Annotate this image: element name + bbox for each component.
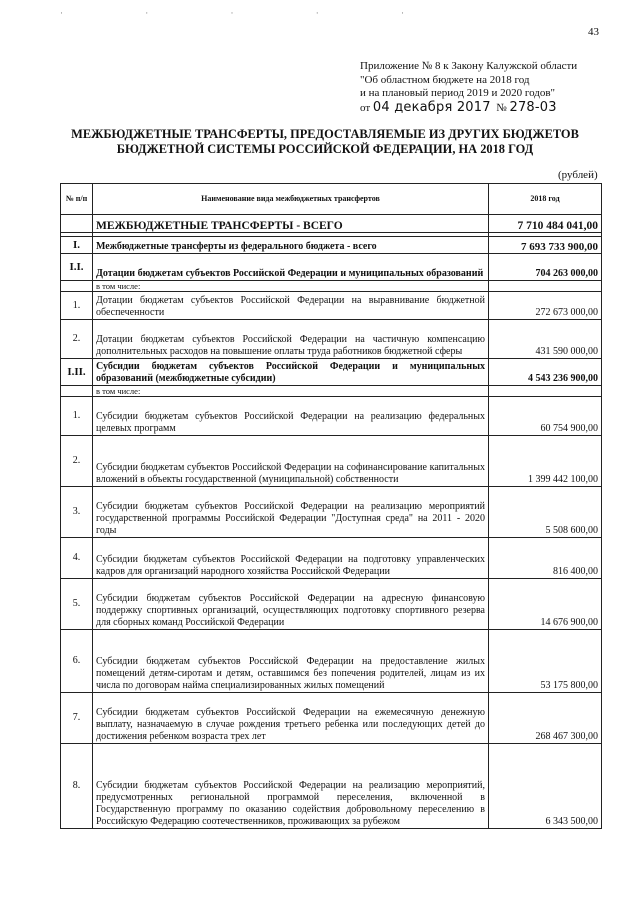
row-amount: 5 508 600,00 <box>489 487 602 538</box>
row-num <box>61 215 93 233</box>
row-amount: 431 590 000,00 <box>489 320 602 359</box>
table-row <box>61 292 602 320</box>
units-label: (рублей) <box>558 169 598 181</box>
transfers-table <box>60 183 602 829</box>
row-amount: 704 263 000,00 <box>489 254 602 281</box>
page-number: 43 <box>588 26 599 38</box>
row-name: Субсидии бюджетам субъектов Российской Федерации на ежемесячную денежную выплату, назначаемую в случае рождения третьего ребенка или последующих детей до достижения ребенком возраста трех лет <box>93 693 489 744</box>
row-amount: 816 400,00 <box>489 538 602 579</box>
row-name: МЕЖБЮДЖЕТНЫЕ ТРАНСФЕРТЫ - ВСЕГО <box>93 215 489 233</box>
row-amount: 1 399 442 100,00 <box>489 436 602 487</box>
row-name: Субсидии бюджетам субъектов Российской Федерации на софинансирование капитальных вложений в объекты государственной (муниципальной) собственности <box>93 436 489 487</box>
row-name: Субсидии бюджетам субъектов Российской Федерации и муниципальных образований (межбюджетные субсидии) <box>93 359 489 386</box>
row-name: Субсидии бюджетам субъектов Российской Федерации на реализацию федеральных целевых программ <box>93 397 489 436</box>
row-name: Дотации бюджетам субъектов Российской Федерации на выравнивание бюджетной обеспеченности <box>93 292 489 320</box>
row-name: Субсидии бюджетам субъектов Российской Федерации на предоставление жилых помещений детям-сиротам и детям, оставшимся без попечения родителей, лицам из их числа по договорам найма специализированных жилых помещений <box>93 630 489 693</box>
table-row <box>61 320 602 359</box>
table-row <box>61 487 602 538</box>
appendix-line-1: Приложение № 8 к Закону Калужской области <box>360 60 578 72</box>
table-row <box>61 538 602 579</box>
row-num: 6. <box>61 630 93 693</box>
title-line-2: БЮДЖЕТНОЙ СИСТЕМЫ РОССИЙСКОЙ ФЕДЕРАЦИИ, НА 2018 ГОД <box>116 142 534 156</box>
appendix-line-3: и на плановый период 2019 и 2020 годов" <box>360 87 556 99</box>
row-num: 7. <box>61 693 93 744</box>
row-amount: 60 754 900,00 <box>489 397 602 436</box>
section-2-sub-label-row <box>61 386 602 397</box>
row-amount: 268 467 300,00 <box>489 693 602 744</box>
row-num: 2. <box>61 436 93 487</box>
title-line-1: МЕЖБЮДЖЕТНЫЕ ТРАНСФЕРТЫ, ПРЕДОСТАВЛЯЕМЫЕ ИЗ ДРУГИХ БЮДЖЕТОВ <box>71 127 579 141</box>
row-name: Дотации бюджетам субъектов Российской Федерации на частичную компенсацию дополнительных расходов на повышение оплаты труда работников бюджетной сферы <box>93 320 489 359</box>
page-title <box>60 127 590 157</box>
federal-row <box>61 237 602 254</box>
table-row <box>61 630 602 693</box>
row-amount: 7 693 733 900,00 <box>489 237 602 254</box>
row-name: Дотации бюджетам субъектов Российской Федерации и муниципальных образований <box>93 254 489 281</box>
row-num: 2. <box>61 320 93 359</box>
section-1-row <box>61 254 602 281</box>
row-name: Субсидии бюджетам субъектов Российской Федерации на реализацию мероприятий, предусмотренных региональной программой переселения, включенной в Государственную программу по оказанию содействия добровольному переселению в Российскую Федерацию соотечественников, проживающих за рубежом <box>93 744 489 829</box>
table-row <box>61 744 602 829</box>
number-sign: № <box>496 101 507 114</box>
table-row <box>61 579 602 630</box>
date-value: 04 декабря 2017 <box>372 99 491 115</box>
row-num: 8. <box>61 744 93 829</box>
row-amount: 53 175 800,00 <box>489 630 602 693</box>
row-num: 1. <box>61 397 93 436</box>
row-amount: 4 543 236 900,00 <box>489 359 602 386</box>
table-row <box>61 436 602 487</box>
appendix-date-line <box>360 101 600 116</box>
row-amount: 7 710 484 041,00 <box>489 215 602 233</box>
header-year: 2018 год <box>489 184 602 215</box>
row-amount: 6 343 500,00 <box>489 744 602 829</box>
row-num: 4. <box>61 538 93 579</box>
row-amount: 14 676 900,00 <box>489 579 602 630</box>
row-name: Субсидии бюджетам субъектов Российской Федерации на реализацию мероприятий государственной программы Российской Федерации "Доступная среда" на 2011 - 2020 годы <box>93 487 489 538</box>
number-value: 278-03 <box>509 99 557 115</box>
row-num: 1. <box>61 292 93 320</box>
row-amount: 272 673 000,00 <box>489 292 602 320</box>
table-row <box>61 397 602 436</box>
header-name: Наименование вида межбюджетных трансфертов <box>93 184 489 215</box>
table-row <box>61 693 602 744</box>
sub-label: в том числе: <box>93 281 489 292</box>
appendix-line-2: "Об областном бюджете на 2018 год <box>360 73 530 86</box>
total-row <box>61 215 602 233</box>
header-num: № п/п <box>61 184 93 215</box>
row-name: Субсидии бюджетам субъектов Российской Федерации на подготовку управленческих кадров для организаций народного хозяйства Российской Федерации <box>93 538 489 579</box>
section-1-sub-label-row <box>61 281 602 292</box>
row-num: 5. <box>61 579 93 630</box>
sub-label: в том числе: <box>93 386 489 397</box>
row-name: Субсидии бюджетам субъектов Российской Федерации на адресную финансовую поддержку спортивных организаций, осуществляющих подготовку спортивного резерва для сборных команд Российской Федерации <box>93 579 489 630</box>
table-header-row <box>61 184 602 215</box>
date-prefix: от <box>360 101 371 114</box>
row-num: I.II. <box>61 359 93 386</box>
row-num: I.I. <box>61 254 93 281</box>
appendix-block <box>360 60 600 115</box>
section-2-row <box>61 359 602 386</box>
row-name: Межбюджетные трансферты из федерального бюджета - всего <box>93 237 489 254</box>
row-num: I. <box>61 237 93 254</box>
scan-marks: · · · · · <box>60 8 444 18</box>
row-num: 3. <box>61 487 93 538</box>
